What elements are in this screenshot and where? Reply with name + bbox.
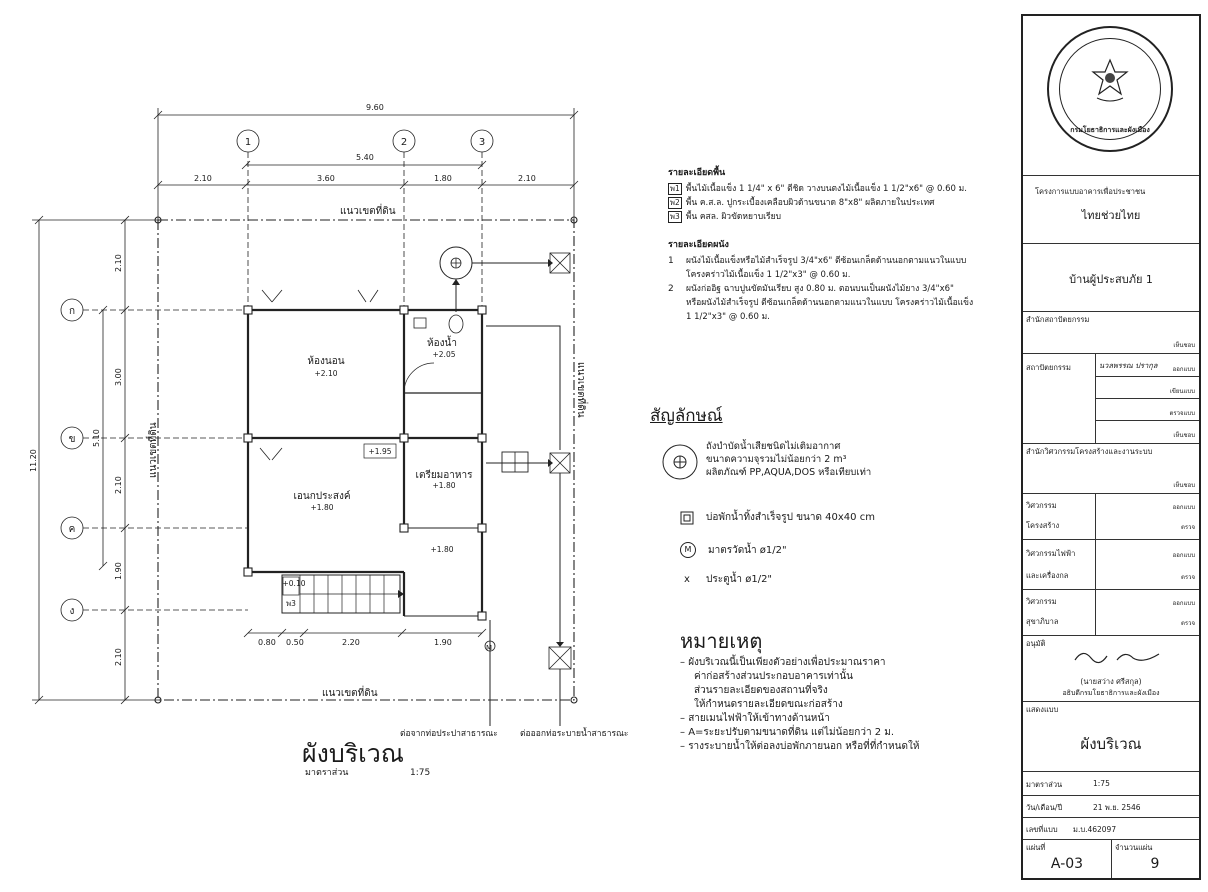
legend-heading: สัญลักษณ์ (650, 406, 723, 426)
san-label-1: วิศวกรรม (1026, 597, 1057, 606)
wall-spec-1-line2: โครงคร่าวไม้เนื้อแข็ง 1 1/2"x3" @ 0.60 ม. (686, 270, 851, 280)
project-label: โครงการแบบอาคารเพื่อประชาชน (1035, 187, 1146, 196)
date-value: 21 พ.ย. 2546 (1093, 803, 1141, 812)
office-eng-cell (1023, 444, 1199, 494)
notes-block (680, 629, 980, 754)
elec-label-1: วิศวกรรมไฟฟ้า (1026, 549, 1076, 558)
stair-floor-tag: พ3 (286, 599, 296, 608)
note-item-cont: ให้กำหนดรายละเอียดขณะก่อสร้าง (694, 699, 843, 710)
plan-scale: 1:75 (410, 768, 431, 778)
floor-spec-1-text: พื้นไม้เนื้อแข็ง 1 1/4" x 6" ตีชิด วางบนตงไม้เนื้อแข็ง 1 1/2"x6" @ 0.60 ม. (685, 184, 967, 194)
floor-tag-1: พ1 (670, 184, 680, 193)
role-check: ตรวจแบบ (1169, 410, 1195, 417)
dim-overall-depth: 11.20 (29, 449, 38, 472)
grid-axis-kho-khon: ค (68, 524, 76, 535)
legend-title (650, 402, 723, 429)
role-draw: เขียนแบบ (1169, 388, 1195, 395)
wall-spec-2-line1: ผนังก่ออิฐ ฉาบปูนขัดมันเรียบ สูง 0.80 ม. ตอนบนเป็นผนังไม้ยาง 3/4"x6" (686, 284, 954, 294)
tb-scale-label: มาตราส่วน (1026, 780, 1063, 789)
notes-title: หมายเหตุ (680, 629, 763, 653)
project-cell (1023, 176, 1199, 244)
dim-rear-setback: 2.10 (114, 648, 123, 666)
boundary-label-bottom: แนวเขตที่ดิน (322, 688, 378, 699)
legend-tank-line2: ขนาดความจุรวมไม่น้อยกว่า 2 m³ (706, 454, 847, 465)
wall-spec-2-line3: 1 1/2"x3" @ 0.60 ม. (686, 312, 770, 322)
dim-right-setback: 2.10 (518, 174, 536, 183)
plan-title: ผังบริเวณ (302, 739, 404, 768)
struct-role-2: ตรวจ (1180, 524, 1195, 531)
dim-span-a: 3.60 (317, 174, 335, 183)
department-seal-icon (1047, 26, 1173, 152)
office-arch-cell (1023, 312, 1199, 354)
architect-name: นวลพรรณ ปรากุล (1099, 361, 1158, 370)
level-step: +1.95 (368, 447, 392, 456)
dim-bays-total: 5.10 (92, 429, 101, 447)
sheet-title: ผังบริเวณ (1080, 735, 1142, 753)
struct-label-1: วิศวกรรม (1026, 501, 1057, 510)
san-role-2: ตรวจ (1180, 620, 1195, 627)
dim-bay-1: 3.00 (114, 368, 123, 386)
meter-symbol-on-plan: M (486, 644, 493, 652)
level-bedroom: +2.10 (314, 369, 338, 378)
office-arch-role: เห็นชอบ (1173, 342, 1195, 349)
grid-axis-3: 3 (478, 137, 486, 148)
sheet-no: A-03 (1050, 856, 1084, 872)
date-label: วัน/เดือน/ปี (1026, 803, 1063, 812)
note-item-cont: ส่วนรายละเอียดของสถานที่จริง (694, 685, 828, 696)
total-sheets-label: จำนวนแผ่น (1115, 843, 1153, 852)
septic-tank-icon (660, 442, 700, 482)
drawing-no: ม.บ.462097 (1073, 825, 1117, 834)
approve-label: อนุมัติ (1026, 639, 1046, 648)
elec-cell (1023, 540, 1199, 590)
role-design: ออกแบบ (1172, 366, 1195, 373)
grid-axis-ko: ก (68, 306, 76, 317)
legend-pit-text: บ่อพักน้ำทิ้งสำเร็จรูป ขนาด 40x40 cm (706, 512, 875, 523)
legend-meter-text: มาตรวัดน้ำ ø1/2" (708, 544, 787, 556)
dim-mid-width: 5.40 (356, 153, 374, 162)
san-label-2: สุขาภิบาล (1026, 617, 1059, 626)
drawing-no-label: เลขที่แบบ (1026, 825, 1058, 834)
title-block-seal-cell (1023, 16, 1199, 176)
wall-spec-2 (668, 282, 1028, 296)
dim-bottom-1: 0.80 (258, 638, 276, 647)
dim-bottom-2: 0.50 (286, 638, 304, 647)
gate-valve-icon: x (684, 574, 690, 585)
room-bedroom: ห้องนอน (307, 356, 345, 367)
dim-overall-width: 9.60 (366, 103, 384, 112)
floor-tag-3: พ3 (670, 212, 680, 221)
grid-axis-2: 2 (400, 137, 408, 148)
wall-tag-1: 1 (668, 256, 674, 266)
elec-role-2: ตรวจ (1180, 574, 1195, 581)
title-block (1021, 14, 1201, 880)
note-item: – รางระบายน้ำให้ต่อลงบ่อพักภายนอก หรือที่ที่กำหนดให้ (694, 740, 980, 754)
note-item: – ผังบริเวณนี้เป็นเพียงตัวอย่างเพื่อประมาณราคา (694, 656, 980, 670)
level-stair: +0.10 (282, 579, 306, 588)
dim-span-b: 1.80 (434, 174, 452, 183)
wall-spec-2-line2: หรือผนังไม้สำเร็จรูป ตีซ้อนเกล็ดด้านนอกตามแนวในแบบ โครงคร่าวไม้เนื้อแข็ง (686, 298, 974, 308)
floor-spec-title: รายละเอียดพื้น (668, 168, 726, 178)
sheet-title-label: แสดงแบบ (1026, 705, 1059, 714)
approver-title: อธิบดีกรมโยธาธิการและผังเมือง (1062, 689, 1160, 697)
sanitary-cell (1023, 590, 1199, 636)
level-bathroom: +2.05 (432, 350, 456, 359)
approval-cell (1023, 636, 1199, 702)
dim-front-setback: 2.10 (114, 254, 123, 272)
legend-meter-row (680, 542, 787, 558)
level-multipurpose: +1.80 (310, 503, 334, 512)
dim-bay-2: 2.10 (114, 476, 123, 494)
boundary-label-right: แนวเขตที่ดิน (575, 362, 586, 418)
wall-tag-2: 2 (668, 284, 674, 294)
date-cell (1023, 796, 1199, 818)
note-drain-pipe: ต่อออกท่อระบายน้ำสาธารณะ (520, 729, 629, 739)
approver-name: (นายสว่าง ศรีสกุล) (1080, 677, 1142, 686)
project-name: ไทยช่วยไทย (1081, 209, 1141, 222)
room-bathroom: ห้องน้ำ (427, 338, 457, 349)
crest-icon (1087, 58, 1133, 104)
grid-axis-ngo: ง (69, 606, 75, 617)
note-item-cont: ค่าก่อสร้างส่วนประกอบอาคารเท่านั้น (694, 671, 853, 682)
office-arch-label: สำนักสถาปัตยกรรม (1026, 315, 1090, 324)
dim-bottom-4: 1.90 (434, 638, 452, 647)
elec-label-2: และเครื่องกล (1026, 571, 1069, 580)
floor-spec-2 (668, 196, 1028, 210)
san-role-1: ออกแบบ (1172, 600, 1195, 607)
room-kitchen: เตรียมอาหาร (415, 470, 473, 481)
sheet-no-label: แผ่นที่ (1026, 843, 1046, 852)
specifications-block (668, 166, 1028, 324)
scale-cell (1023, 772, 1199, 796)
house-cell (1023, 244, 1199, 312)
tb-scale: 1:75 (1093, 779, 1110, 788)
dim-bay-3: 1.90 (114, 562, 123, 580)
architect-cell (1023, 354, 1199, 444)
architect-label: สถาปัตยกรรม (1026, 363, 1071, 372)
dim-bottom-3: 2.20 (342, 638, 360, 647)
struct-role-1: ออกแบบ (1172, 504, 1195, 511)
wall-spec-1-line1: ผนังไม้เนื้อแข็งหรือไม้สำเร็จรูป 3/4"x6" ตีซ้อนเกล็ดด้านนอกตามแนวในแบบ (686, 256, 967, 266)
total-sheets: 9 (1150, 856, 1160, 872)
note-item: – สายเมนไฟฟ้าให้เข้าทางด้านหน้า (694, 712, 980, 726)
legend-valve-row (680, 572, 772, 587)
boundary-label-top: แนวเขตที่ดิน (340, 206, 396, 217)
level-kitchen: +1.80 (432, 481, 456, 490)
room-multipurpose: เอนกประสงค์ (293, 491, 351, 502)
boundary-label-left: แนวเขตที่ดิน (148, 422, 159, 478)
legend-tank-line1: ถังบำบัดน้ำเสียชนิดไม่เติมอากาศ (706, 441, 841, 452)
approver-signature-icon (1073, 646, 1163, 668)
floor-spec-1 (668, 182, 1028, 196)
legend-tank-line3: ผลิตภัณฑ์ PP,AQUA,DOS หรือเทียบเท่า (706, 467, 872, 478)
elec-role-1: ออกแบบ (1172, 552, 1195, 559)
water-meter-icon: M (680, 542, 696, 558)
struct-label-2: โครงสร้าง (1026, 521, 1060, 530)
floor-spec-3-text: พื้น คสล. ผิวขัดหยาบเรียบ (685, 212, 782, 222)
wall-spec-title: รายละเอียดผนัง (668, 240, 729, 250)
drawing-no-cell (1023, 818, 1199, 840)
grid-axis-1: 1 (244, 137, 252, 148)
floor-spec-3 (668, 210, 1028, 224)
plan-scale-label: มาตราส่วน (305, 768, 349, 778)
note-supply-pipe: ต่อจากท่อประปาสาธารณะ (400, 729, 498, 739)
office-eng-label: สำนักวิศวกรรมโครงสร้างและงานระบบ (1026, 447, 1153, 456)
struct-cell (1023, 494, 1199, 540)
sheet-number-cell (1023, 840, 1199, 878)
drain-pit-icon (680, 511, 694, 525)
dim-left-setback: 2.10 (194, 174, 212, 183)
legend-pit-row (680, 510, 875, 525)
wall-spec-1 (668, 254, 1028, 268)
floor-spec-2-text: พื้น ค.ส.ล. ปูกระเบื้องเคลือบผิวด้านขนาด 8"x8" ผลิตภายในประเทศ (685, 198, 935, 208)
grid-axis-kho: ข (68, 434, 76, 445)
level-porch: +1.80 (430, 545, 454, 554)
office-eng-role: เห็นชอบ (1173, 482, 1195, 489)
note-item: – A=ระยะปรับตามขนาดที่ดิน แต่ไม่น้อยกว่า 2 ม. (694, 726, 980, 740)
house-type: บ้านผู้ประสบภัย 1 (1069, 273, 1153, 286)
legend-valve-text: ประตูน้ำ ø1/2" (706, 574, 773, 585)
floor-tag-2: พ2 (670, 198, 680, 207)
seal-text: กรมโยธาธิการและผังเมือง (1070, 126, 1150, 134)
sheet-title-cell (1023, 702, 1199, 772)
role-approve: เห็นชอบ (1173, 432, 1195, 439)
